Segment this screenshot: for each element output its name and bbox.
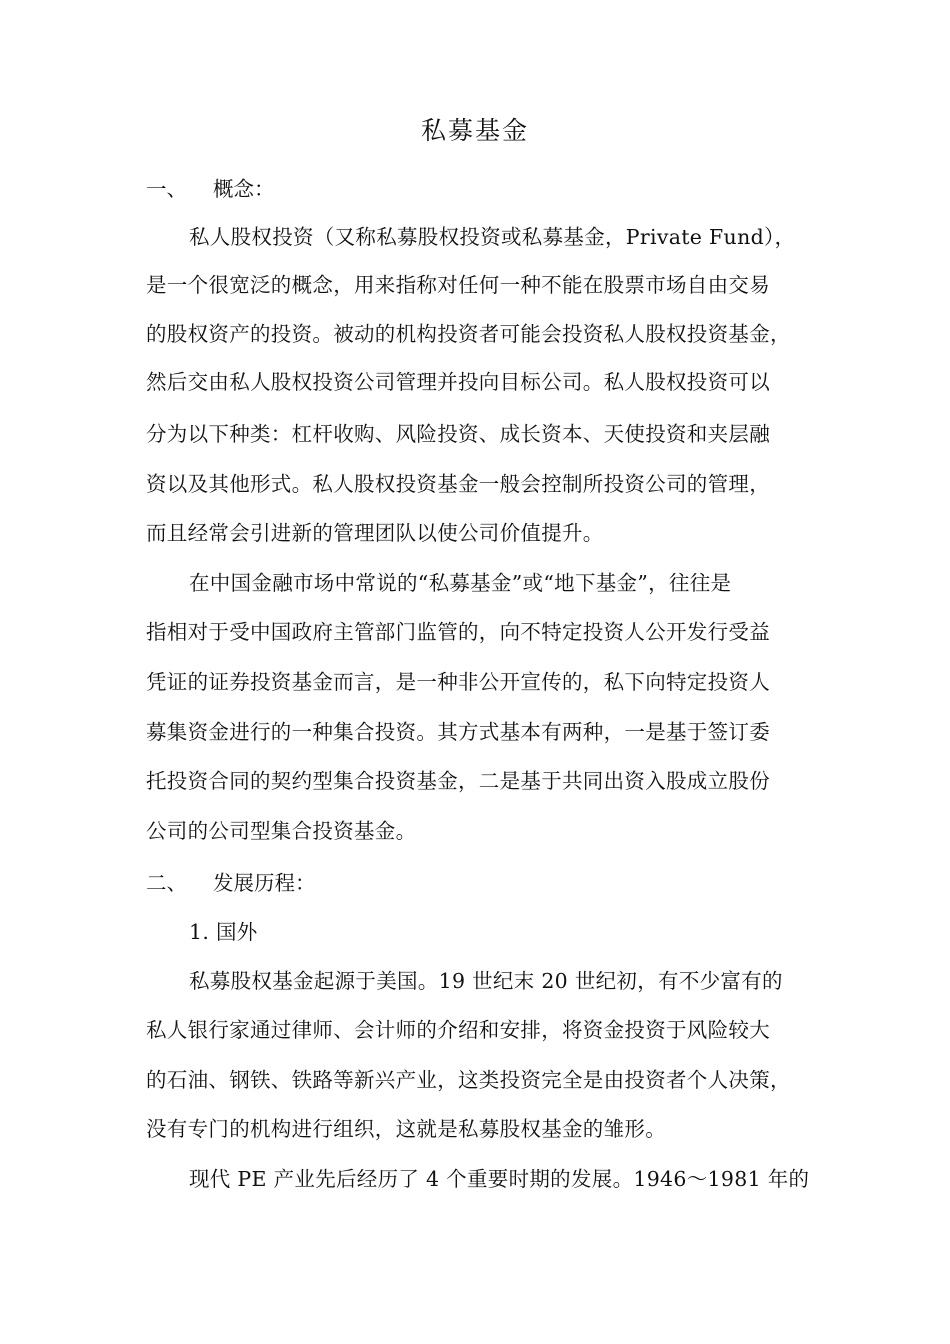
text-line: 资以及其他形式。私人股权投资基金一般会控制所投资公司的管理， (146, 472, 770, 496)
document-title: 私募基金 (420, 116, 529, 145)
text-line: 私人股权投资（又称私募股权投资或私募基金，Private Fund）， (189, 225, 796, 249)
text-line: 私募股权基金起源于美国。19 世纪末 20 世纪初，有不少富有的 (189, 969, 783, 993)
section-heading: 发展历程： (213, 871, 316, 895)
text-line: 在中国金融市场中常说的“私募基金”或“地下基金”，往往是 (189, 571, 732, 595)
text-line: 的石油、钢铁、铁路等新兴产业，这类投资完全是由投资者个人决策， (146, 1068, 791, 1092)
text-line: 而且经常会引进新的管理团队以使公司价值提升。 (146, 521, 604, 545)
subsection-heading: 1. 国外 (189, 920, 258, 944)
text-line: 是一个很宽泛的概念，用来指称对任何一种不能在股票市场自由交易 (146, 273, 770, 297)
text-line: 凭证的证券投资基金而言，是一种非公开宣传的，私下向特定投资人 (146, 670, 770, 694)
text-line: 指相对于受中国政府主管部门监管的，向不特定投资人公开发行受益 (146, 620, 770, 644)
text-line: 托投资合同的契约型集合投资基金，二是基于共同出资入股成立股份 (146, 769, 770, 793)
text-line: 募集资金进行的一种集合投资。其方式基本有两种，一是基于签订委 (146, 720, 770, 744)
text-line: 分为以下种类：杠杆收购、风险投资、成长资本、天使投资和夹层融 (146, 422, 770, 446)
section-number: 二、 (146, 871, 187, 895)
section-heading: 概念： (213, 177, 275, 201)
text-line: 没有专门的机构进行组织，这就是私募股权基金的雏形。 (146, 1117, 666, 1141)
text-line: 然后交由私人股权投资公司管理并投向目标公司。私人股权投资可以 (146, 370, 770, 394)
text-line: 现代 PE 产业先后经历了 4 个重要时期的发展。1946～1981 年的 (189, 1167, 810, 1191)
text-line: 的股权资产的投资。被动的机构投资者可能会投资私人股权投资基金， (146, 322, 791, 346)
text-line: 私人银行家通过律师、会计师的介绍和安排，将资金投资于风险较大 (146, 1018, 770, 1042)
section-number: 一、 (146, 177, 187, 201)
text-line: 公司的公司型集合投资基金。 (146, 819, 417, 843)
